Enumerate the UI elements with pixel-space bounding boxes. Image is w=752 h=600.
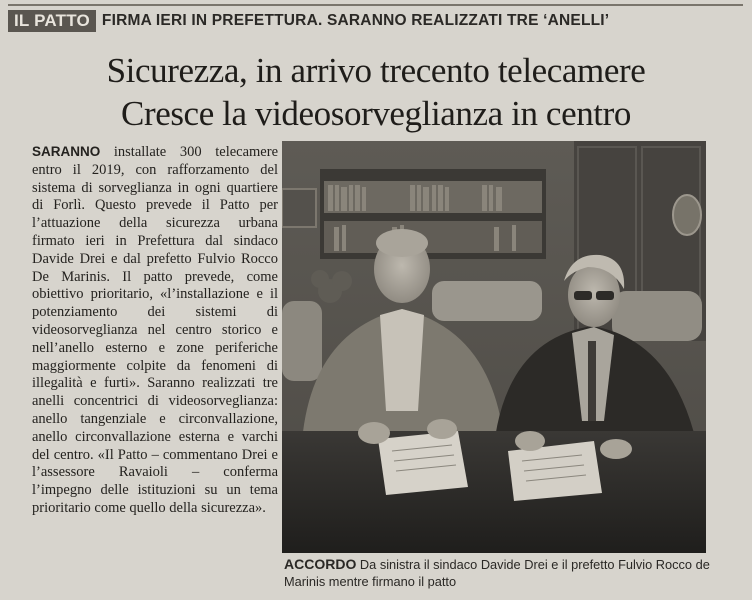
article-photo xyxy=(282,141,706,553)
article-body xyxy=(32,143,278,518)
kicker-text: FIRMA IERI IN PREFETTURA. SARANNO REALIZZATI TRE ‘ANELLI’ xyxy=(101,12,610,29)
headline-line-2: Cresce la videosorveglianza in centro xyxy=(121,94,631,133)
signing-photo-illustration xyxy=(282,141,706,553)
caption-lead: ACCORDO xyxy=(284,556,357,572)
article-lead: SARANNO xyxy=(32,144,101,159)
photo-caption xyxy=(284,556,724,590)
kicker-bar xyxy=(8,4,743,36)
kicker-tag: IL PATTO xyxy=(8,10,96,32)
article-text: installate 300 telecamere entro il 2019, con rafforzamento del sistema di sorveglianza in ogni quartiere di Forlì. Questo prevede il Patto per l’attuazione della sicurezza urbana firmato ieri in Prefettura dal sindaco Davide Drei e dal prefetto Fulvio Rocco De Marinis. Il patto prevede, come obiettivo prioritario, «l’installazione e il potenziamento dei sistemi di videosorveglianza nel centro storico e nell’anello esterno e zone periferiche maggiormente colpite da fenomeni di illegalità e furti». Saranno realizzati tre anelli concentrici di videosorveglianza: anello tangenziale e circonvallazione, anello circonvallazione esterna e varchi del centro. «Il Patto – commentano Drei e l’assessore Ravaioli – conferma l’impegno delle istituzioni su un tema prioritario come quello della sicurezza». xyxy=(32,144,279,516)
caption-text: Da sinistra il sindaco Davide Drei e il prefetto Fulvio Rocco de Marinis mentre firmano il patto xyxy=(284,557,710,589)
headline-line-1: Sicurezza, in arrivo trecento telecamere xyxy=(106,51,646,90)
